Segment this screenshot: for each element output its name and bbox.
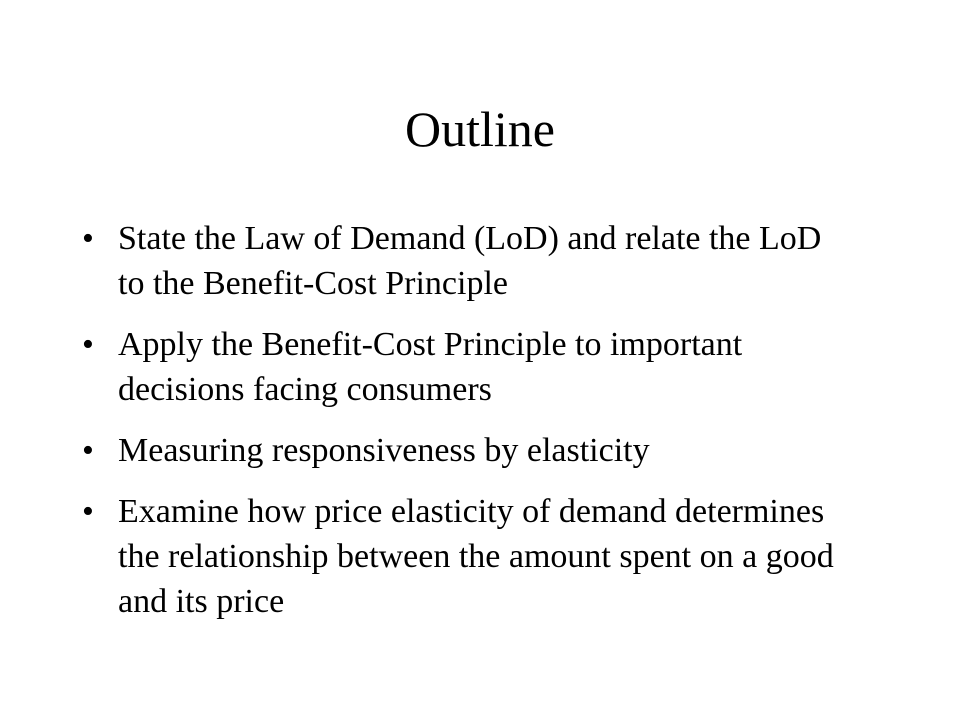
bullet-text: Apply the Benefit-Cost Principle to important decisions facing consumers [118,326,743,408]
bullet-item [82,216,842,306]
bullet-text: Measuring responsiveness by elasticity [118,432,650,469]
bullet-text: State the Law of Demand (LoD) and relate the LoD to the Benefit-Cost Principle [118,220,822,302]
bullet-marker: • [82,326,94,363]
bullet-item [82,489,842,624]
slide-title: Outline [405,101,555,157]
bullet-item [82,322,842,412]
bullet-text: Examine how price elasticity of demand determines the relationship between the amount spent on a good and its price [118,493,834,620]
bullet-marker: • [82,220,94,257]
bullet-marker: • [82,493,94,530]
bullet-marker: • [82,432,94,469]
bullet-item [82,428,842,473]
bullet-list [82,216,842,640]
